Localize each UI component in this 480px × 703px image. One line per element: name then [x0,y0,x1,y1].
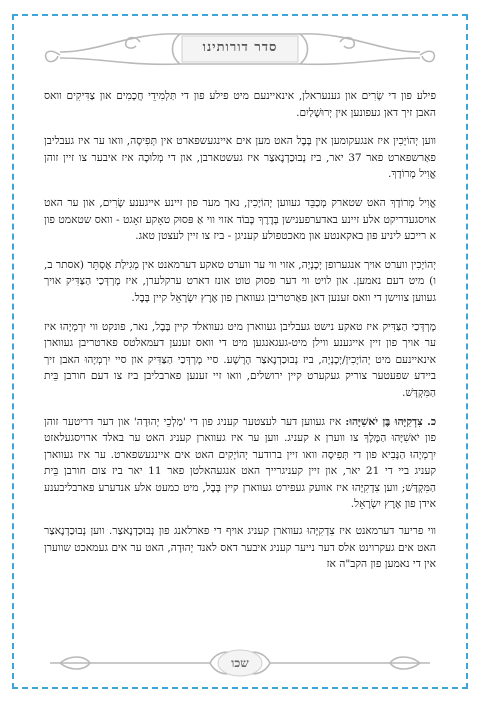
paragraph: אֱוִיל מְרוֹדָךְ האט שטארק מְכַבֵּד געווען יְהוֹיָכִין, נאך מער פון זיינע אייגענע שָׂרִים, און ער האט אויסגעדריקט אלע זיינע באדערפענישן בְּדֶרֶךְ כָּבוֹד אזוי ווי אַ פּסוּק טאָקע זאָגט - וואס שטאמט פון א רייכע ליניע פון באקאנטע און מאכטפולע קעניגן - ביז צו זיין לעצטן טאג. [44,196,436,243]
dashed-frame-bottom [12,687,468,689]
page-footer [40,643,440,683]
section-heading: כ. צִדְקִיָּהוּ בֶּן יֹאשִׁיָּהוּ: [345,415,436,428]
dashed-frame-right [466,14,468,689]
paragraph: ווען יְהוֹיָכִין איז אנגעקומען אין בָּבֶל האט מען אים איינגעשפארט אין תְּפִיסָה, וואו ער איז געבליבן פאַרשפארט פאר 37 יאר, ביז נְבוּכַדְנֶאצַר איז געשטארבן, און די מְלוּכָה איז איבער צו זיין זוהן אֱוִיל מְרוֹדָךְ. [44,135,436,181]
page-number: שכו [231,656,249,670]
paragraph: יְהוֹיָכִין ווערט אויך אנגערופן יְכָנְיָה, אזוי ווי ער ווערט טאקע דערמאנט אין מְגִילַת אֶסְתֵּר (אסתר ב, ו) מיט דעם נאמען. און לויט ווי דער פסוק טוט אונז דארט ערקלערן, איז מָרְדְּכַי הַצַּדִּיק אויך געווען צווישן די וואס זענען דאן פאַרטריבן געווארן פון אֶרֶץ יִשְׂרָאֵל קיין בָּבֶל. [44,258,436,304]
document-body [44,88,436,585]
paragraph: מָרְדְּכַי הַצַּדִּיק איז טאקע נישט געבליבן געווארן מיט געוואלד קיין בָּבֶל, נאר, פונקט ווי יִרְמְיָהוּ איז ער אויך פון זיין אייגענע ווילן מיט-געגאנגען מיט די וואס זענען דעמאלטס פארטריבן געווארן אינאיינעם מיט יְהוֹיָכִין/יְכָנְיָה, ביז נְבוּכַדְנֶאצַר הָרָשָׁע. סיי מָרְדְּכַי הַצַּדִּיק און סיי יִרְמְיָהוּ האבן זיך ביידע שפעטער צוריק געקערט קיין ירושלים, וואו זיי זענען פארבליבן ביז צו דעם חורבן בֵּית הַמִּקְדָּשׁ. [44,320,436,399]
paragraph: ווי פריער דערמאנט איז צִדְקִיָּהוּ געווארן קעניג אויף די פארלאנג פון נְבוּכַדְנֶאצַר. ווען נְבוּכַדְנֶאצַר האט אים געקרוינט אלס דער נייער קעניג איבער דאס לאנד יְהוּדָה, האט ער אים געמאכט שווערן אין די נאמען פון הקב"ה אז [44,525,436,571]
page-title: סדר דורותינו [202,40,278,55]
page-header [40,22,440,78]
dashed-frame-top [12,14,468,16]
paragraph: פילע פון די שָׂרִים און גענעראלן, אינאיינעם מיט פילע פון די תַּלְמִידֵי חֲכָמִים און צַדִּיקִים וואס האבן זיך דאן געפונען אין יְרוּשָׁלַיִם. [44,90,436,119]
section-paragraph [44,414,436,514]
dashed-frame-left [12,14,14,689]
section-text: איז געווען דער לעצטער קעניג פון די 'מַלְכֵי יְהוּדָה' און דער דריטער זוהן פון יֹאשִׁיָּהוּ הַמֶּלֶךְ צו ווערן א קעניג. ווען ער איז געווארן קעניג האט ער באלד ארויסגעלאזט יִרְמְיָהוּ הַנָּבִיא פון די תְּפִיסָה וואו זיין ברודער יְהוֹיָקִים האט אים איינגעשפארט. ער איז געווארן קעניג ביי די 21 יאר, און זיין קעניגרייך האט אנגעהאלטן פאר 11 יאר ביז צום חורבן בֵּית הַמִּקְדָּשׁ; ווען צִדְקִיָּהוּ איז אוועק געפירט געווארן קיין בָּבֶל, מיט כמעט אלע אנדערע פארבליבענע אידן פון אֶרֶץ יִשְׂרָאֵל. [44,415,436,511]
